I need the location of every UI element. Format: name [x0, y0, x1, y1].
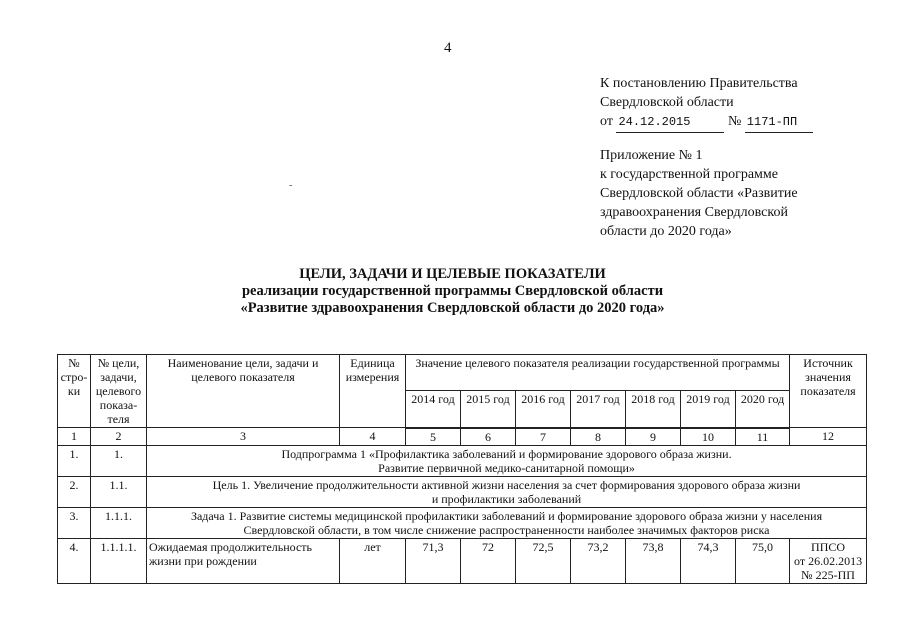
- value-2016: 72,5: [516, 538, 571, 583]
- goals-table: [57, 354, 867, 584]
- header-year-2014: 2014 год: [406, 390, 461, 427]
- header-goal-no: № цели, задачи, целевого показа-теля: [91, 355, 147, 428]
- row-number: 3.: [58, 507, 91, 538]
- source-line-2: от 26.02.2013: [794, 553, 863, 568]
- indicator-source: [790, 538, 867, 583]
- appendix-line-5: области до 2020 года»: [600, 224, 732, 239]
- decree-line-1: К постановлению Правительства: [600, 76, 798, 91]
- indicator-name: Ожидаемая продолжительность жизни при рождении: [147, 538, 340, 583]
- title-line-1: ЦЕЛИ, ЗАДАЧИ И ЦЕЛЕВЫЕ ПОКАЗАТЕЛИ: [299, 266, 606, 282]
- decree-line-2: Свердловской области: [600, 95, 734, 110]
- decree-date-number: [600, 112, 813, 133]
- source-line-1: ППСО: [811, 539, 846, 554]
- document-title: [0, 266, 905, 317]
- appendix-line-1: Приложение № 1: [600, 148, 703, 163]
- value-2018: 73,8: [626, 538, 681, 583]
- header-year-2017: 2017 год: [571, 390, 626, 427]
- goal-number: 1.: [91, 445, 147, 476]
- column-number: 3: [147, 428, 340, 446]
- header-year-2015: 2015 год: [461, 390, 516, 427]
- task-text-line-1: Задача 1. Развитие системы медицинской профилактики заболеваний и формирование здорового образа жизни у населения: [190, 508, 823, 523]
- title-line-3: «Развитие здравоохранения Свердловской области до 2020 года»: [240, 300, 665, 316]
- value-2017: 73,2: [571, 538, 626, 583]
- task-text: [147, 507, 867, 538]
- appendix-line-4: здравоохранения Свердловской: [600, 205, 788, 220]
- value-2019: 74,3: [681, 538, 736, 583]
- value-2014: 71,3: [406, 538, 461, 583]
- header-source: Источник значения показателя: [790, 355, 867, 428]
- goal-text-line-1: Цель 1. Увеличение продолжительности активной жизни населения за счет формирования здорового образа жизни: [212, 477, 801, 492]
- subprogram-text-line-1: Подпрограмма 1 «Профилактика заболеваний и формирование здорового образа жизни.: [281, 446, 732, 461]
- row-number: 2.: [58, 476, 91, 507]
- column-number: 6: [461, 428, 516, 446]
- header-value-group: Значение целевого показателя реализации государственной программы: [406, 355, 790, 391]
- decree-date: 24.12.2015: [616, 113, 724, 133]
- table-row-subprogram: [58, 445, 867, 476]
- goal-number: 1.1.1.: [91, 507, 147, 538]
- column-number: 4: [340, 428, 406, 446]
- column-number: 7: [516, 428, 571, 446]
- header-name: Наименование цели, задачи и целевого показателя: [147, 355, 340, 428]
- decree-number-label: №: [727, 114, 742, 129]
- goal-number: 1.1.: [91, 476, 147, 507]
- goal-text: [147, 476, 867, 507]
- value-2020: 75,0: [736, 538, 790, 583]
- page-number: 4: [444, 40, 452, 56]
- decree-number: 1171-ПП: [745, 113, 813, 133]
- value-2015: 72: [461, 538, 516, 583]
- appendix-note: [600, 146, 840, 241]
- column-number: 2: [91, 428, 147, 446]
- row-number: 4.: [58, 538, 91, 583]
- column-number: 5: [406, 428, 461, 446]
- header-year-2020: 2020 год: [736, 390, 790, 427]
- table-row-indicator: [58, 538, 867, 583]
- decree-reference: [600, 74, 813, 133]
- header-row-1: [58, 355, 867, 391]
- table-row-task: [58, 507, 867, 538]
- appendix-line-3: Свердловской области «Развитие: [600, 186, 798, 201]
- source-line-3: № 225-ПП: [801, 567, 855, 582]
- row-number: 1.: [58, 445, 91, 476]
- decree-from-label: от: [600, 114, 613, 129]
- column-number-row: [58, 428, 867, 446]
- column-number: 11: [736, 428, 790, 446]
- header-year-2018: 2018 год: [626, 390, 681, 427]
- task-text-line-2: Свердловской области, в том числе снижение распространенности наиболее значимых факторов риска: [243, 522, 770, 537]
- column-number: 12: [790, 428, 867, 446]
- column-number: 8: [571, 428, 626, 446]
- subprogram-text: [147, 445, 867, 476]
- goal-number: 1.1.1.1.: [91, 538, 147, 583]
- header-row-no: № стро-ки: [58, 355, 91, 428]
- stray-mark: -: [289, 180, 293, 191]
- header-year-2019: 2019 год: [681, 390, 736, 427]
- column-number: 1: [58, 428, 91, 446]
- appendix-line-2: к государственной программе: [600, 167, 778, 182]
- title-line-2: реализации государственной программы Свердловской области: [241, 283, 664, 299]
- subprogram-text-line-2: Развитие первичной медико-санитарной помощи»: [378, 460, 635, 475]
- column-number: 9: [626, 428, 681, 446]
- header-year-2016: 2016 год: [516, 390, 571, 427]
- table-row-goal: [58, 476, 867, 507]
- column-number: 10: [681, 428, 736, 446]
- header-unit: Единица измерения: [340, 355, 406, 428]
- indicator-unit: лет: [340, 538, 406, 583]
- goal-text-line-2: и профилактики заболеваний: [431, 491, 582, 506]
